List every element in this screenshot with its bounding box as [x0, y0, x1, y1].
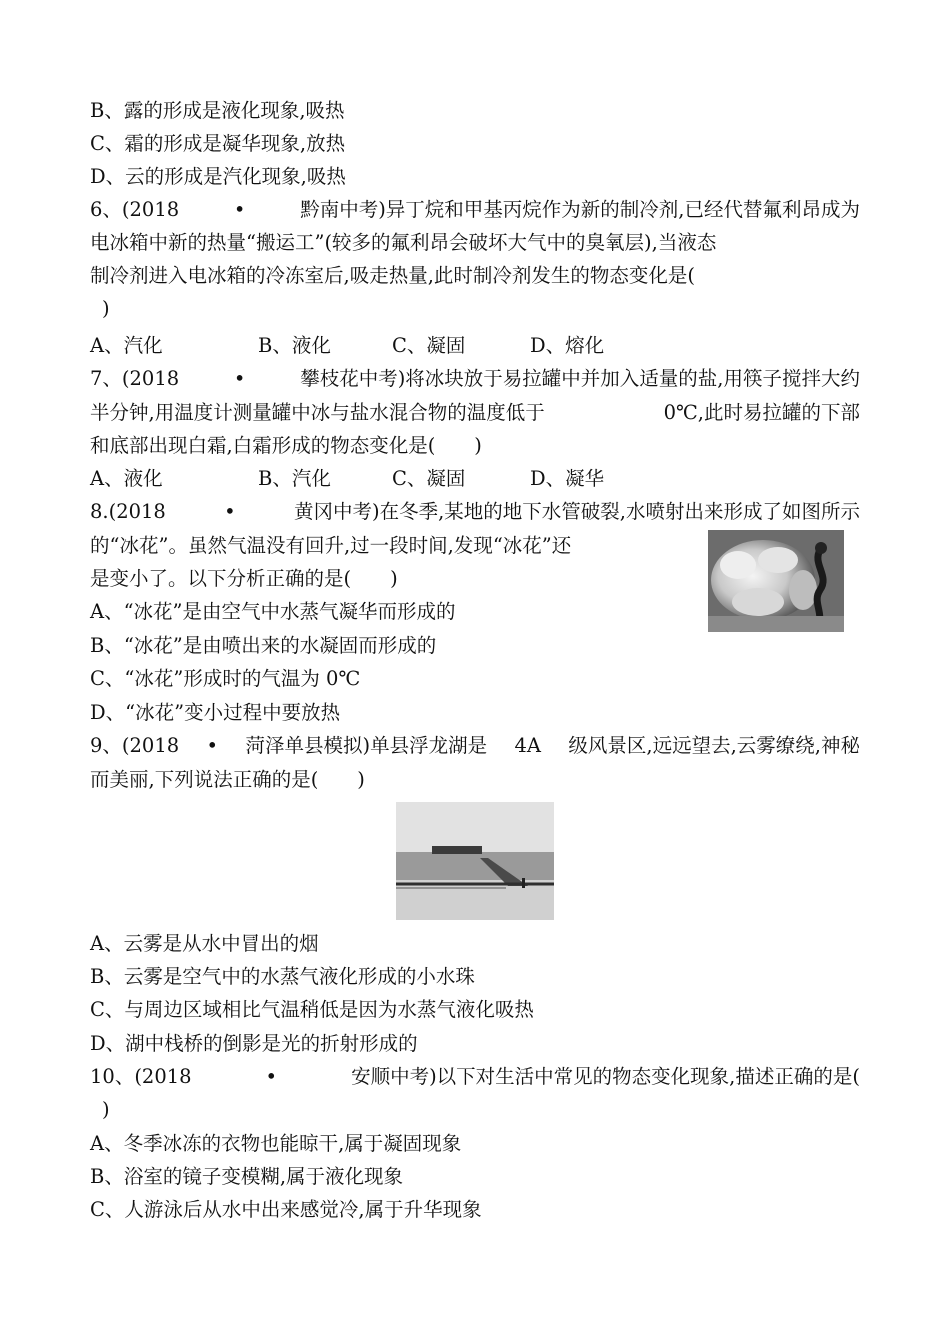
q6-stem-line4: ) [102, 297, 110, 320]
q10-stem-line2: ) [102, 1098, 110, 1121]
q7-option-b: B、汽化 [258, 467, 331, 490]
q8-option-c: C、“冰花”形成时的气温为 0℃ [90, 667, 361, 690]
q10-option-c: C、人游泳后从水中出来感觉冷,属于升华现象 [90, 1198, 482, 1221]
q7-options [90, 466, 860, 492]
q8-stem-line3: 是变小了。以下分析正确的是( ) [90, 567, 398, 590]
q7-stem-line1: 7、(2018 • 攀枝花中考)将冰块放于易拉罐中并加入适量的盐,用筷子搅拌大约 [90, 367, 860, 390]
q8-option-b: B、“冰花”是由喷出来的水凝固而形成的 [90, 634, 437, 657]
q7-option-c: C、凝固 [392, 467, 466, 490]
q10-option-a: A、冬季冰冻的衣物也能晾干,属于凝固现象 [90, 1132, 462, 1155]
q9-option-b: B、云雾是空气中的水蒸气液化形成的小水珠 [90, 965, 475, 988]
q8-option-d: D、“冰花”变小过程中要放热 [90, 701, 341, 724]
q9-option-d: D、湖中栈桥的倒影是光的折射形成的 [90, 1032, 418, 1055]
q6-option-d: D、熔化 [530, 334, 605, 357]
q5-option-c: C、霜的形成是凝华现象,放热 [90, 132, 346, 155]
q6-stem-line2: 电冰箱中新的热量“搬运工”(较多的氟利昂会破坏大气中的臭氧层),当液态 [90, 231, 717, 254]
q9-stem-line1: 9、(2018 • 菏泽单县模拟)单县浮龙湖是 4A 级风景区,远远望去,云雾缭绕,神秘 [90, 734, 860, 757]
q7-stem-line3: 和底部出现白霜,白霜形成的物态变化是( ) [90, 434, 482, 457]
q9-option-a: A、云雾是从水中冒出的烟 [90, 932, 319, 955]
q8-stem-line1: 8.(2018 • 黄冈中考)在冬季,某地的地下水管破裂,水喷射出来形成了如图所示 [90, 500, 860, 523]
q9-option-c: C、与周边区域相比气温稍低是因为水蒸气液化吸热 [90, 998, 534, 1021]
q6-stem-line1: 6、(2018 • 黔南中考)异丁烷和甲基丙烷作为新的制冷剂,已经代替氟利昂成为 [90, 198, 860, 221]
q7-option-a: A、液化 [90, 467, 163, 490]
q5-option-b: B、露的形成是液化现象,吸热 [90, 99, 345, 122]
lake-bridge-photo [396, 802, 554, 920]
q6-option-c: C、凝固 [392, 334, 466, 357]
q6-option-b: B、液化 [258, 334, 331, 357]
q5-option-d: D、云的形成是汽化现象,吸热 [90, 165, 346, 188]
q9-stem-line2: 而美丽,下列说法正确的是( ) [90, 768, 365, 791]
q10-option-b: B、浴室的镜子变模糊,属于液化现象 [90, 1165, 404, 1188]
q7-option-d: D、凝华 [530, 467, 605, 490]
q7-stem-line2: 半分钟,用温度计测量罐中冰与盐水混合物的温度低于 0℃,此时易拉罐的下部 [90, 401, 860, 424]
q6-stem-line3: 制冷剂进入电冰箱的冷冻室后,吸走热量,此时制冷剂发生的物态变化是( [90, 264, 696, 287]
q8-option-a: A、“冰花”是由空气中水蒸气凝华而形成的 [90, 600, 456, 623]
q6-option-a: A、汽化 [90, 334, 163, 357]
q8-stem-line2: 的“冰花”。虽然气温没有回升,过一段时间,发现“冰花”还 [90, 534, 572, 557]
q10-stem-line1: 10、(2018 • 安顺中考)以下对生活中常见的物态变化现象,描述正确的是( [90, 1065, 860, 1088]
ice-flower-photo [708, 530, 844, 632]
q6-options [90, 333, 860, 359]
